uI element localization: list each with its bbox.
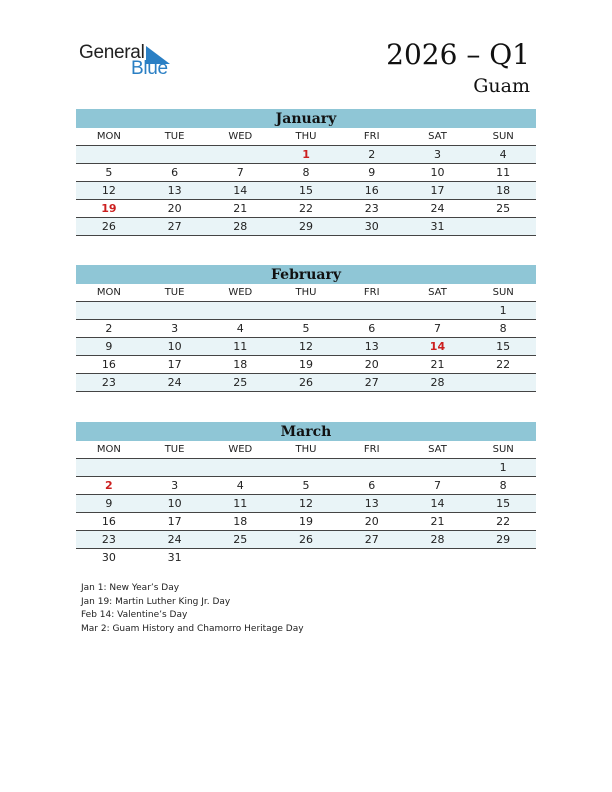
week-row [76,320,536,338]
day-cell: 20 [364,358,379,371]
day-cell: 28 [430,533,445,546]
day-cell: 25 [496,202,511,215]
day-cell: 23 [364,202,379,215]
week-row [76,356,536,374]
weekday-label: SUN [492,287,514,298]
weekday-label: THU [295,131,317,142]
day-cell [339,459,405,476]
day-cell: 21 [430,358,445,371]
day-cell: 9 [368,166,376,179]
day-cell: 20 [167,202,182,215]
weekday-label: MON [96,287,121,298]
day-cell: 16 [364,184,379,197]
day-cell [273,302,339,319]
day-cell: 3 [171,479,179,492]
day-cell: 31 [430,220,445,233]
day-cell: 14 [233,184,248,197]
day-cell: 7 [433,322,441,335]
weekday-label: WED [228,287,253,298]
week-row [76,549,536,566]
day-cell: 6 [368,479,376,492]
day-cell [76,459,142,476]
day-cell: 11 [496,166,511,179]
day-cell: 27 [364,533,379,546]
weekday-label: TUE [164,287,185,298]
holiday-note: Feb 14: Valentine’s Day [81,610,188,621]
day-cell: 22 [496,515,511,528]
day-cell [405,302,471,319]
weekday-label: FRI [363,444,380,455]
day-cell: 25 [233,376,248,389]
day-cell: 18 [233,358,248,371]
day-cell [273,459,339,476]
day-cell: 2 [105,322,113,335]
day-cell: 24 [167,376,182,389]
day-cell [339,302,405,319]
day-cell: 19 [299,515,314,528]
day-cell: 22 [496,358,511,371]
day-cell: 27 [364,376,379,389]
day-cell [142,459,208,476]
day-cell: 18 [496,184,511,197]
day-cell: 8 [499,479,507,492]
week-row [76,218,536,236]
day-cell: 16 [101,358,116,371]
day-cell [470,549,536,566]
day-cell: 12 [299,340,314,353]
weekday-label: THU [295,444,317,455]
day-cell: 24 [430,202,445,215]
day-cell: 17 [167,358,182,371]
day-cell: 14 [430,497,445,510]
holiday-note: Jan 1: New Year’s Day [81,583,180,593]
day-cell: 16 [101,515,116,528]
day-cell: 20 [364,515,379,528]
weekday-label: MON [96,444,121,455]
week-row [76,146,536,164]
day-cell: 2 [368,148,376,161]
week-row [76,200,536,218]
day-cell: 24 [167,533,182,546]
day-cell: 4 [236,479,244,492]
day-cell: 30 [364,220,379,233]
day-cell [470,218,536,235]
day-cell: 21 [430,515,445,528]
weekday-label: WED [228,444,253,455]
day-cell: 26 [299,376,314,389]
day-cell: 11 [233,340,248,353]
holiday-note: Mar 2: Guam History and Chamorro Heritage Day [81,624,304,635]
weekday-label: THU [295,287,317,298]
week-row [76,338,536,356]
generalblue-logo [79,40,179,80]
day-cell: 27 [167,220,182,233]
day-cell: 9 [105,340,113,353]
day-cell: 6 [171,166,179,179]
day-cell: 18 [233,515,248,528]
logo-text-general: General [79,42,145,63]
day-cell [339,549,405,566]
week-row [76,513,536,531]
day-cell: 28 [430,376,445,389]
day-cell: 3 [171,322,179,335]
month-header: January [76,109,536,128]
day-cell: 2 [105,479,113,492]
holiday-note: Jan 19: Martin Luther King Jr. Day [81,596,231,607]
weekday-label: SAT [428,444,447,455]
day-cell: 12 [299,497,314,510]
logo-text-blue: Blue [131,58,168,79]
day-cell: 23 [101,376,116,389]
week-row [76,531,536,549]
day-cell: 13 [167,184,182,197]
day-cell: 23 [101,533,116,546]
day-cell [470,374,536,391]
week-row [76,374,536,392]
weekday-label: WED [228,131,253,142]
day-cell: 15 [299,184,314,197]
day-cell: 17 [430,184,445,197]
weekday-label: SUN [492,131,514,142]
day-cell: 25 [233,533,248,546]
day-cell: 10 [167,340,182,353]
day-cell: 5 [302,479,310,492]
day-cell: 3 [433,148,441,161]
day-cell: 5 [302,322,310,335]
day-cell: 9 [105,497,113,510]
week-row [76,495,536,513]
day-cell: 1 [499,461,507,474]
day-cell: 13 [364,497,379,510]
weekday-label: MON [96,131,121,142]
day-cell: 1 [499,304,507,317]
weekday-label: TUE [164,444,185,455]
weekday-label: TUE [164,131,185,142]
weekday-label: FRI [363,131,380,142]
day-cell: 26 [299,533,314,546]
day-cell [207,302,273,319]
day-cell: 26 [101,220,116,233]
day-cell: 19 [101,202,117,215]
day-cell: 4 [236,322,244,335]
week-row [76,302,536,320]
day-cell [142,302,208,319]
day-cell: 8 [302,166,310,179]
day-cell: 11 [233,497,248,510]
weekday-header-row [76,441,536,459]
day-cell: 8 [499,322,507,335]
day-cell: 15 [496,340,511,353]
weekday-label: FRI [363,287,380,298]
week-row [76,477,536,495]
day-cell [142,146,208,163]
day-cell [207,146,273,163]
day-cell [76,302,142,319]
day-cell [273,549,339,566]
day-cell: 29 [496,533,511,546]
page-subtitle: Guam [473,75,530,97]
day-cell: 15 [496,497,511,510]
page-title: 2026 – Q1 [386,38,530,71]
holiday-list [81,582,304,637]
day-cell: 29 [299,220,314,233]
day-cell [405,459,471,476]
day-cell [76,146,142,163]
day-cell [207,459,273,476]
day-cell: 4 [499,148,507,161]
day-cell: 1 [302,148,310,161]
day-cell: 28 [233,220,248,233]
week-row [76,459,536,477]
weekday-label: SAT [428,131,447,142]
day-cell: 17 [167,515,182,528]
month-header: March [76,422,536,441]
weekday-header-row [76,284,536,302]
day-cell: 14 [429,340,446,353]
day-cell: 7 [433,479,441,492]
weekday-label: SAT [428,287,447,298]
week-row [76,164,536,182]
day-cell: 6 [368,322,376,335]
day-cell: 12 [101,184,116,197]
day-cell: 7 [236,166,244,179]
day-cell: 19 [299,358,314,371]
month-january [76,109,536,236]
day-cell: 30 [101,551,116,564]
day-cell: 31 [167,551,182,564]
weekday-label: SUN [492,444,514,455]
day-cell [207,549,273,566]
month-february [76,265,536,392]
month-header: February [76,265,536,284]
day-cell: 21 [233,202,248,215]
day-cell: 10 [430,166,445,179]
day-cell: 5 [105,166,113,179]
day-cell [405,549,471,566]
day-cell: 10 [167,497,182,510]
day-cell: 22 [299,202,314,215]
weekday-header-row [76,128,536,146]
week-row [76,182,536,200]
month-march [76,422,536,566]
day-cell: 13 [364,340,379,353]
